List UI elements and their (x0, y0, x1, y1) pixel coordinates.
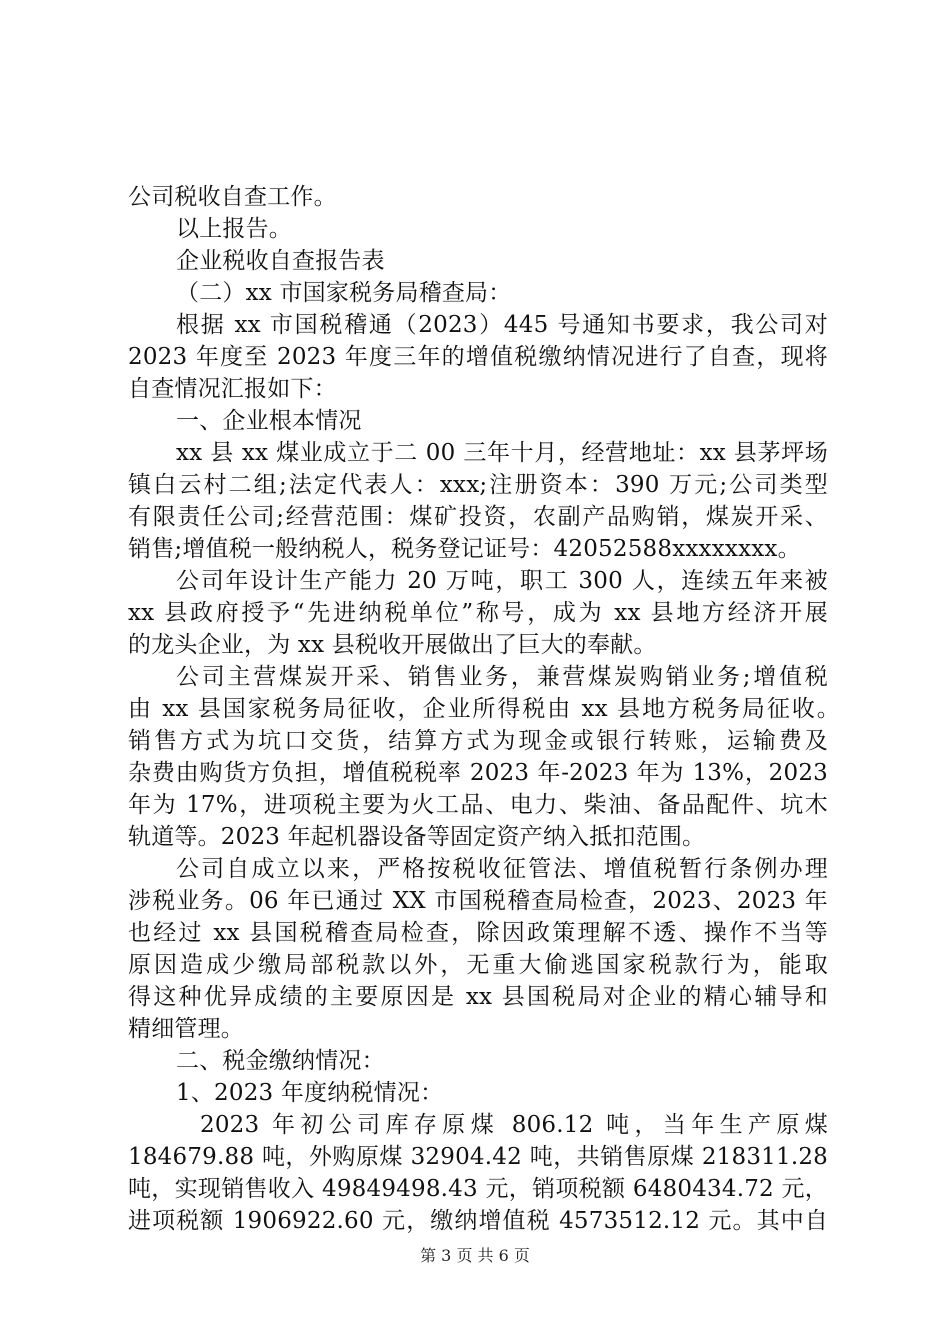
page-number-footer: 第 3 页 共 6 页 (420, 1246, 530, 1265)
text-line: 1、2023 年度纳税情况： (176, 1080, 444, 1106)
text-line: 精细管理。 (128, 1016, 244, 1042)
text-line: 吨，实现销售收入 49849498.43 元，销项税额 6480434.72 元， (128, 1176, 828, 1202)
text-line: 有限责任公司;经营范围：煤矿投资，农副产品购销，煤炭开采、 (128, 504, 828, 530)
text-line: 也经过 xx 县国税稽查局检查，除因政策理解不透、操作不当等 (128, 920, 828, 946)
text-line: 年为 17%，进项税主要为火工品、电力、柴油、备品配件、坑木 (128, 792, 828, 818)
text-line: 轨道等。2023 年起机器设备等固定资产纳入抵扣范围。 (128, 824, 706, 850)
text-line: 二、税金缴纳情况： (176, 1048, 385, 1074)
text-line: 进项税额 1906922.60 元，缴纳增值税 4573512.12 元。其中自 (128, 1208, 828, 1234)
text-line: 涉税业务。06 年已通过 XX 市国税稽查局检查，2023、2023 年 (128, 888, 828, 914)
text-line: 原因造成少缴局部税款以外，无重大偷逃国家税款行为，能取 (128, 952, 828, 978)
text-line: 2023 年度至 2023 年度三年的增值税缴纳情况进行了自查，现将 (128, 344, 828, 370)
text-line: 公司年设计生产能力 20 万吨，职工 300 人，连续五年来被 (176, 568, 828, 594)
text-line: 一、企业根本情况 (176, 408, 362, 434)
text-line: 以上报告。 (176, 216, 292, 242)
text-line: 2023 年初公司库存原煤 806.12 吨，当年生产原煤 (200, 1112, 828, 1138)
text-line: 公司主营煤炭开采、销售业务，兼营煤炭购销业务;增值税 (176, 664, 828, 690)
text-line: 企业税收自查报告表 (176, 248, 385, 274)
text-line: 销售;增值税一般纳税人，税务登记证号：42052588xxxxxxxx。 (128, 536, 801, 562)
text-line: xx 县 xx 煤业成立于二 00 三年十月，经营地址：xx 县茅坪场 (176, 440, 828, 466)
text-line: 自查情况汇报如下： (128, 376, 337, 402)
text-line: 销售方式为坑口交货，结算方式为现金或银行转账，运输费及 (128, 728, 828, 754)
text-line: 公司自成立以来，严格按税收征管法、增值税暂行条例办理 (176, 856, 828, 882)
text-line: 184679.88 吨，外购原煤 32904.42 吨，共销售原煤 218311.28 (128, 1144, 828, 1170)
text-line: 杂费由购货方负担，增值税税率 2023 年-2023 年为 13%，2023 (128, 760, 828, 786)
text-line: 得这种优异成绩的主要原因是 xx 县国税局对企业的精心辅导和 (128, 984, 828, 1010)
text-line: 由 xx 县国家税务局征收，企业所得税由 xx 县地方税务局征收。 (128, 696, 840, 722)
text-line: 根据 xx 市国税稽通（2023）445 号通知书要求，我公司对 (176, 312, 828, 338)
text-line: （二）xx 市国家税务局稽查局： (176, 280, 512, 306)
text-line: 镇白云村二组;法定代表人：xxx;注册资本：390 万元;公司类型 (128, 472, 828, 498)
text-line: 的龙头企业，为 xx 县税收开展做出了巨大的奉献。 (128, 632, 657, 658)
text-line: 公司税收自查工作。 (128, 184, 337, 210)
text-line: xx 县政府授予“先进纳税单位”称号，成为 xx 县地方经济开展 (128, 600, 828, 626)
